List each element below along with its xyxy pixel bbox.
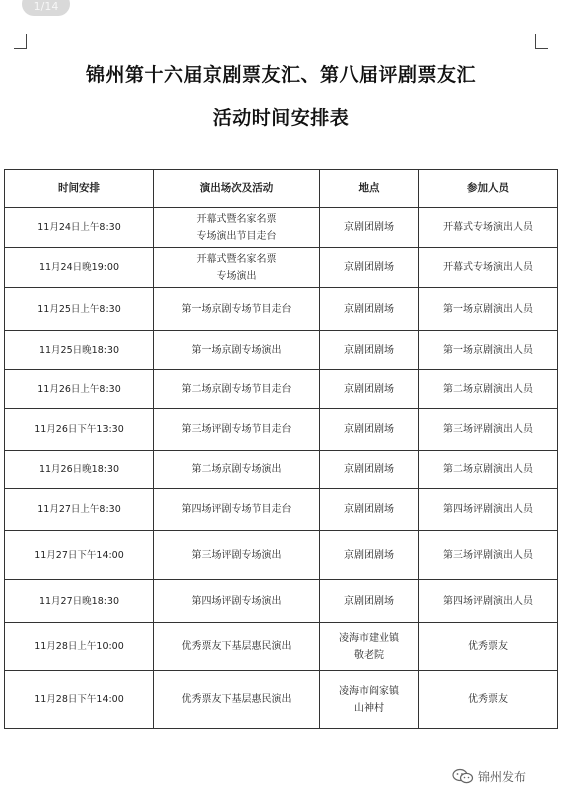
cell-activity xyxy=(154,331,320,370)
cell-activity xyxy=(154,531,320,580)
cell-participants: 第三场评剧演出人员 xyxy=(419,409,558,451)
table-row xyxy=(5,489,558,531)
header-location: 地点 xyxy=(320,170,419,208)
cell-activity xyxy=(154,580,320,623)
cell-participants: 开幕式专场演出人员 xyxy=(419,248,558,288)
cell-location xyxy=(320,451,419,489)
watermark-text: 锦州发布 xyxy=(478,769,527,784)
crop-mark-right xyxy=(535,34,548,49)
cell-time: 11月27日上午8:30 xyxy=(5,489,154,531)
header-activity: 演出场次及活动 xyxy=(154,170,320,208)
cell-time: 11月25日晚18:30 xyxy=(5,331,154,370)
cell-activity xyxy=(154,671,320,729)
cell-location xyxy=(320,208,419,248)
activity-line: 第三场评剧专场节目走台 xyxy=(181,424,292,435)
document-subtitle: 活动时间安排表 xyxy=(212,107,350,129)
cell-time: 11月27日晚18:30 xyxy=(5,580,154,623)
activity-line: 专场演出 xyxy=(216,270,257,282)
cell-participants: 第三场评剧演出人员 xyxy=(419,531,558,580)
cell-time: 11月25日上午8:30 xyxy=(5,288,154,331)
table-row xyxy=(5,370,558,409)
table-row xyxy=(5,248,558,288)
cell-time: 11月26日晚18:30 xyxy=(5,451,154,489)
table-row xyxy=(5,623,558,671)
cell-time: 11月28日下午14:00 xyxy=(5,671,154,729)
cell-location xyxy=(320,531,419,580)
cell-time: 11月27日下午14:00 xyxy=(5,531,154,580)
page-indicator: 1/14 xyxy=(22,0,70,16)
cell-participants: 第四场评剧演出人员 xyxy=(419,580,558,623)
header-time: 时间安排 xyxy=(5,170,154,208)
source-watermark xyxy=(452,766,526,786)
cell-participants: 第一场京剧演出人员 xyxy=(419,288,558,331)
cell-time: 11月26日上午8:30 xyxy=(5,370,154,409)
location-line: 京剧团剧场 xyxy=(344,549,394,561)
table-row xyxy=(5,671,558,729)
cell-activity xyxy=(154,370,320,409)
location-line: 凌海市阎家镇 xyxy=(339,685,399,697)
table-row xyxy=(5,331,558,370)
location-line: 敬老院 xyxy=(354,649,384,661)
cell-activity xyxy=(154,623,320,671)
activity-line: 开幕式暨名家名票 xyxy=(196,213,277,225)
cell-location xyxy=(320,671,419,729)
cell-time: 11月24日晚19:00 xyxy=(5,248,154,288)
cell-location xyxy=(320,370,419,409)
cell-activity xyxy=(154,288,320,331)
cell-participants: 第二场京剧演出人员 xyxy=(419,370,558,409)
cell-location xyxy=(320,489,419,531)
cell-activity xyxy=(154,489,320,531)
table-row xyxy=(5,531,558,580)
cell-time: 11月28日上午10:00 xyxy=(5,623,154,671)
cell-location xyxy=(320,623,419,671)
cell-time: 11月26日下午13:30 xyxy=(5,409,154,451)
wechat-icon xyxy=(452,768,474,784)
location-line: 京剧团剧场 xyxy=(344,303,394,315)
table-body xyxy=(5,208,558,729)
activity-line: 第四场评剧专场节目走台 xyxy=(181,504,292,515)
cell-activity xyxy=(154,409,320,451)
cell-participants: 开幕式专场演出人员 xyxy=(419,208,558,248)
location-line: 京剧团剧场 xyxy=(344,383,394,395)
location-line: 山神村 xyxy=(354,702,384,714)
cell-participants: 优秀票友 xyxy=(419,671,558,729)
cell-time: 11月24日上午8:30 xyxy=(5,208,154,248)
cell-location xyxy=(320,288,419,331)
cell-location xyxy=(320,248,419,288)
activity-line: 第二场京剧专场演出 xyxy=(191,464,282,475)
location-line: 京剧团剧场 xyxy=(344,222,394,233)
location-line: 京剧团剧场 xyxy=(344,464,394,475)
activity-line: 第三场评剧专场演出 xyxy=(191,549,282,561)
cell-activity xyxy=(154,208,320,248)
activity-line: 第四场评剧专场演出 xyxy=(191,595,282,607)
activity-line: 开幕式暨名家名票 xyxy=(196,253,277,265)
cell-participants: 优秀票友 xyxy=(419,623,558,671)
activity-line: 专场演出节目走台 xyxy=(196,230,277,242)
activity-line: 优秀票友下基层惠民演出 xyxy=(181,641,292,652)
table-row xyxy=(5,409,558,451)
cell-location xyxy=(320,580,419,623)
cell-location xyxy=(320,331,419,370)
location-line: 京剧团剧场 xyxy=(344,595,394,607)
cell-participants: 第二场京剧演出人员 xyxy=(419,451,558,489)
schedule-table xyxy=(4,169,558,729)
table-row xyxy=(5,288,558,331)
activity-line: 第一场京剧专场演出 xyxy=(191,344,282,356)
cell-activity xyxy=(154,248,320,288)
activity-line: 第一场京剧专场节目走台 xyxy=(181,303,292,315)
header-participants: 参加人员 xyxy=(419,170,558,208)
cell-activity xyxy=(154,451,320,489)
location-line: 凌海市建业镇 xyxy=(339,632,399,644)
activity-line: 第二场京剧专场节目走台 xyxy=(181,383,292,395)
cell-participants: 第一场京剧演出人员 xyxy=(419,331,558,370)
location-line: 京剧团剧场 xyxy=(344,344,394,356)
cell-participants: 第四场评剧演出人员 xyxy=(419,489,558,531)
crop-mark-left xyxy=(14,34,27,49)
cell-location xyxy=(320,409,419,451)
location-line: 京剧团剧场 xyxy=(344,424,394,435)
location-line: 京剧团剧场 xyxy=(344,504,394,515)
table-row xyxy=(5,580,558,623)
location-line: 京剧团剧场 xyxy=(344,262,394,273)
document-title: 锦州第十六届京剧票友汇、第八届评剧票友汇 xyxy=(85,64,476,86)
table-row xyxy=(5,451,558,489)
activity-line: 优秀票友下基层惠民演出 xyxy=(181,694,292,705)
table-header-row xyxy=(5,170,558,208)
table-row xyxy=(5,208,558,248)
